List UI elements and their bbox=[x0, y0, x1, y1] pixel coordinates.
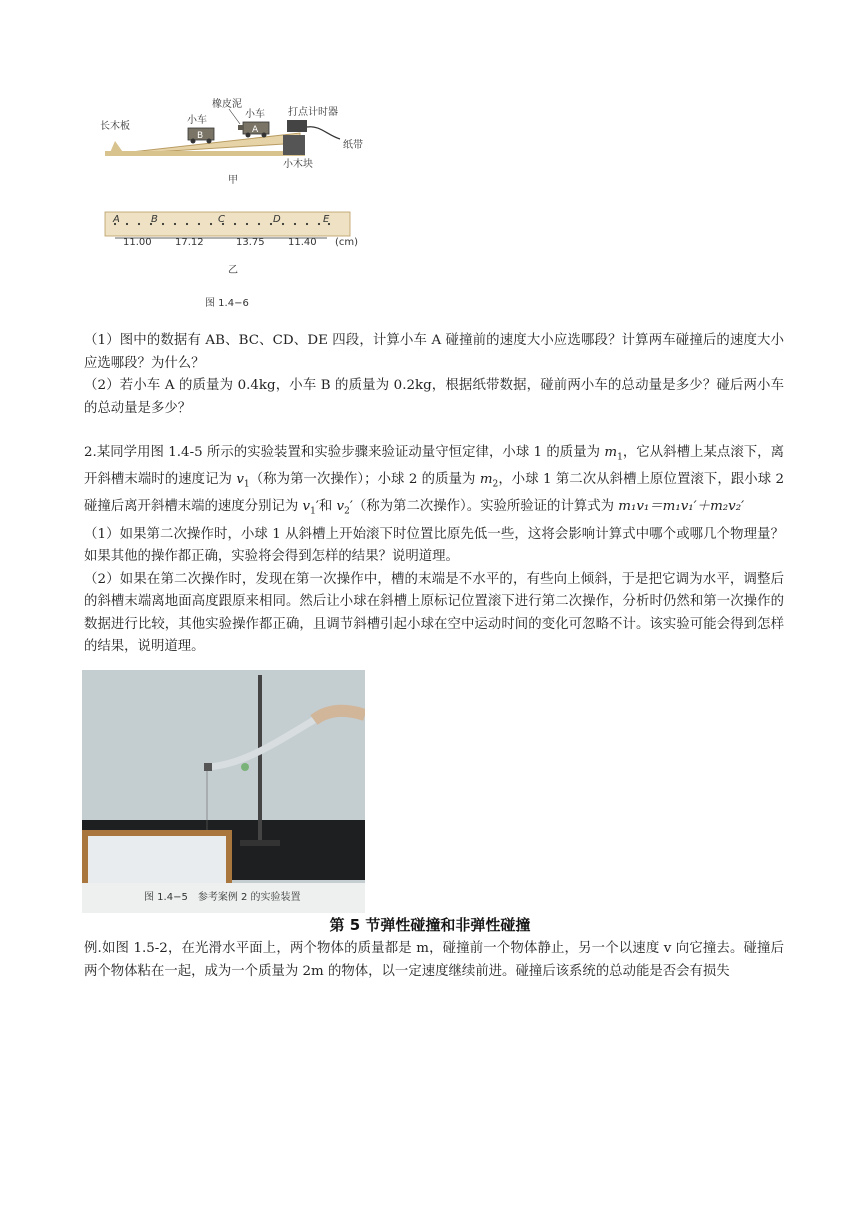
figure-1-4-6 bbox=[95, 95, 385, 320]
problem2-block bbox=[84, 442, 784, 659]
ticker-timer bbox=[287, 120, 307, 132]
formula: m₁v₁＝m₁v₁′＋m₂v₂′ bbox=[618, 499, 745, 515]
label-sub-b: 乙 bbox=[228, 265, 238, 276]
label-tape: 纸带 bbox=[343, 140, 363, 151]
problem2-q2: （2）如果在第二次操作时，发现在第一次操作中，槽的末端是不水平的，有些向上倾斜，于是把它调为水平，调整后的斜槽末端离地面高度跟原来相同。然后让小球在斜槽上原标记位置滚下进行第二次操作，分析时仍然和第一次操作的数据进行比较，其他实验操作都正确，且调节斜槽引起小球在空中运动时间的变化可忽略不计。该实验可能会得到怎样的结果，说明道理。 bbox=[84, 571, 784, 655]
figure-1-4-5-photo bbox=[82, 670, 365, 913]
tape-dist-de: 11.40 bbox=[288, 237, 317, 248]
tape-dist-cd: 13.75 bbox=[236, 237, 265, 248]
label-cart-right: 小车 bbox=[245, 109, 265, 120]
tape-point-e: E bbox=[323, 214, 330, 225]
label-sub-a: 甲 bbox=[228, 175, 238, 186]
problem1-q1: （1）图中的数据有 AB、BC、CD、DE 四段，计算小车 A 碰撞前的速度大小应选哪段？计算两车碰撞后的速度大小应选哪段？为什么？ bbox=[84, 333, 784, 371]
tape-point-d: D bbox=[273, 214, 281, 225]
tape-point-a: A bbox=[113, 214, 120, 225]
tape-dist-bc: 17.12 bbox=[175, 237, 204, 248]
tape-point-c: C bbox=[218, 214, 225, 225]
putty bbox=[238, 125, 243, 130]
tape-point-b: B bbox=[151, 214, 158, 225]
apparatus-illustration bbox=[82, 670, 365, 913]
paper-tape bbox=[307, 127, 340, 139]
problem1-q2: （2）若小车 A 的质量为 0.4kg，小车 B 的质量为 0.2kg，根据纸带数据，碰前两小车的总动量是多少？碰后两小车的总动量是多少？ bbox=[84, 378, 784, 416]
tape-strip bbox=[105, 212, 350, 236]
figure-1-4-6-caption: 图 1.4−6 bbox=[205, 298, 249, 309]
problem2-q1: （1）如果第二次操作时，小球 1 从斜槽上开始滚下时位置比原先低一些，这将会影响计算式中哪个或哪几个物理量？如果其他的操作都正确，实验将会得到怎样的结果？说明道理。 bbox=[84, 526, 784, 565]
label-cart-left: 小车 bbox=[187, 115, 207, 126]
tape-dist-ab: 11.00 bbox=[123, 237, 152, 248]
label-long-board: 长木板 bbox=[100, 121, 130, 132]
figure-1-4-5-caption: 图 1.4−5 参考案例 2 的实验装置 bbox=[144, 892, 301, 903]
section5-example: 例.如图 1.5-2，在光滑水平面上，两个物体的质量都是 m，碰撞前一个物体静止，另一个以速度 v 向它撞去。碰撞后两个物体粘在一起，成为一个质量为 2m 的物体，以一定速度继续前进。碰撞后该系统的总动能是否会有损失 bbox=[84, 941, 784, 979]
board-base bbox=[105, 151, 305, 156]
label-block: 小木块 bbox=[283, 159, 313, 170]
label-putty: 橡皮泥 bbox=[212, 99, 242, 110]
problem2-intro: 2.某同学用图 1.4-5 所示的实验装置和实验步骤来验证动量守恒定律，小球 1 的质量为 $m_1$，它从斜槽上某点滚下，离开斜槽末端时的速度记为 $v_1$（称为第一次操作）；小球 2 的质量为 $m_2$，小球 1 第二次从斜槽上原位置滚下，跟小球 2 碰撞后离开斜槽末端的速度分别记为 $v_1'$和 $v_2'$（称为第二次操作）。实验所验证的计算式为 m₁v₁＝m₁v₁′＋m₂v₂′ bbox=[84, 445, 785, 518]
section-5-title: 第 5 节弹性碰撞和非弹性碰撞 bbox=[329, 916, 531, 934]
label-timer: 打点计时器 bbox=[288, 107, 338, 118]
label-cart-b: B bbox=[197, 131, 204, 141]
tape-unit: (cm) bbox=[335, 237, 359, 248]
label-cart-a: A bbox=[252, 125, 259, 135]
problem1-block bbox=[84, 330, 784, 420]
small-block bbox=[283, 135, 305, 155]
